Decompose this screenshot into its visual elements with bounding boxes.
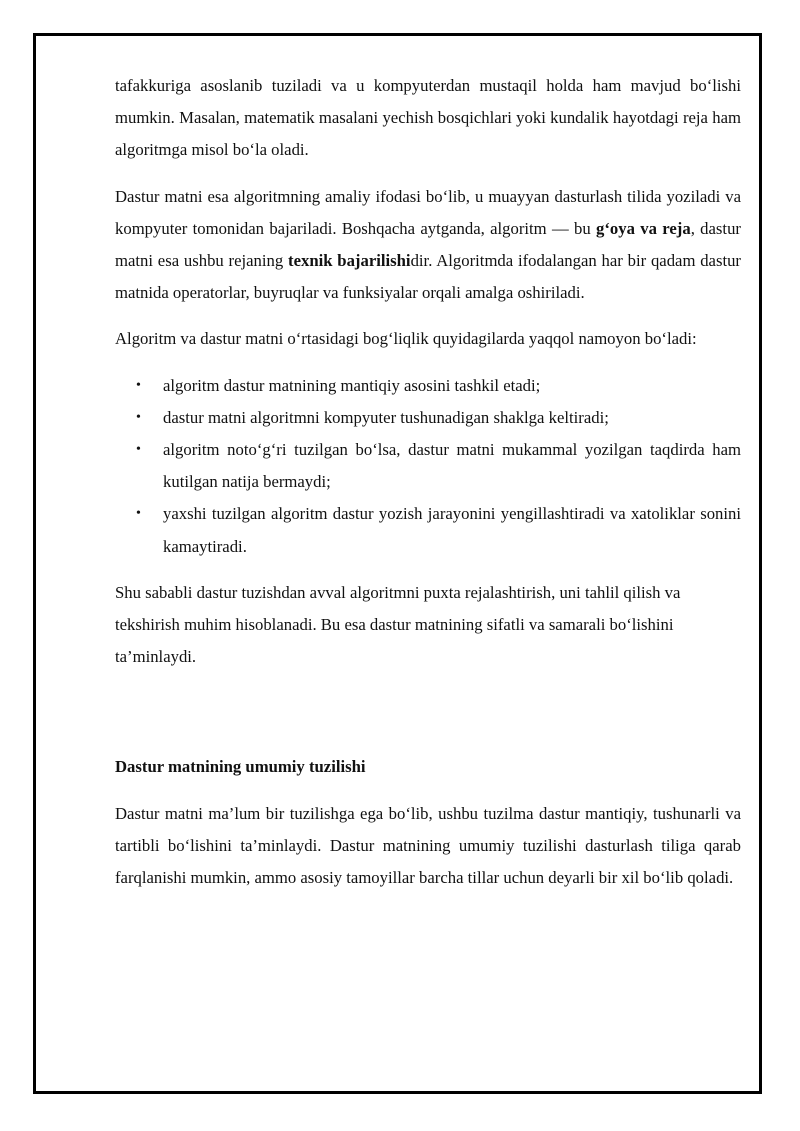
bullet-icon: • (136, 506, 141, 522)
paragraph-program-structure: Dastur matni ma’lum bir tuzilishga ega bo‘lib, ushbu tuzilma dastur mantiqiy, tushunarli va tartibli bo‘lishini ta’minlaydi. Dastur matnining umumiy tuzilishi dasturlash tiliga qarab farqlanishi mumkin, ammo asosiy tamoyillar barcha tillar uchun deyarli bir xil bo‘lib qoladi. (115, 803, 741, 888)
bullet-icon: • (136, 442, 141, 458)
list-item (136, 434, 741, 498)
list-item-text: algoritm dastur matnining mantiqiy asosini tashkil etadi; (163, 375, 541, 395)
list-item (136, 402, 741, 434)
list-item-text: algoritm noto‘g‘ri tuzilgan bo‘lsa, dastur matni mukammal yozilgan taqdirda ham kutilgan natija bermaydi; (163, 440, 741, 492)
list-item (136, 370, 741, 402)
bullet-icon: • (136, 377, 141, 393)
paragraph-planning-importance: Shu sababli dastur tuzishdan avval algoritmni puxta rejalashtirish, uni tahlil qilish va tekshirish muhim hisoblanadi. Bu esa dastur matnining sifatli va samarali bo‘lishini ta’minlaydi. (115, 582, 681, 667)
paragraph-relationship-intro: Algoritm va dastur matni o‘rtasidagi bog‘liqlik quyidagilarda yaqqol namoyon bo‘ladi: (115, 329, 697, 349)
bold-technical-execution: texnik bajarilishi (288, 251, 411, 271)
paragraph-algorithm-vs-code (115, 181, 741, 310)
section-heading: Dastur matnining umumiy tuzilishi (115, 757, 366, 777)
paragraph-text-part-3: dir. Algoritmda ifodalangan har bir qadam dastur matnida operatorlar, buyruqlar va funksiyalar orqali amalga oshiriladi. (115, 251, 741, 303)
list-item-text: dastur matni algoritmni kompyuter tushunadigan shaklga keltiradi; (163, 407, 609, 427)
paragraph-text-part-1: Dastur matni esa algoritmning amaliy ifodasi bo‘lib, u muayyan dasturlash tilida yoziladi va kompyuter tomonidan bajariladi. Boshqacha aytganda, algoritm — bu (115, 186, 741, 238)
paragraph-text-part-2: , dastur matni esa ushbu rejaning (115, 218, 741, 271)
relationship-bullet-list (115, 370, 741, 563)
bullet-icon: • (136, 409, 141, 425)
list-item-text: yaxshi tuzilgan algoritm dastur yozish jarayonini yengillashtiradi va xatoliklar sonini kamaytiradi. (163, 504, 741, 556)
paragraph-intro-continued: tafakkuriga asoslanib tuziladi va u kompyuterdan mustaqil holda ham mavjud bo‘lishi mumkin. Masalan, matematik masalani yechish bosqichlari yoki kundalik hayotdagi reja ham algoritmga misol bo‘la oladi. (115, 76, 741, 160)
document-body (115, 70, 741, 894)
list-item (136, 498, 741, 562)
bold-idea-and-plan: g‘oya va reja (596, 218, 691, 238)
